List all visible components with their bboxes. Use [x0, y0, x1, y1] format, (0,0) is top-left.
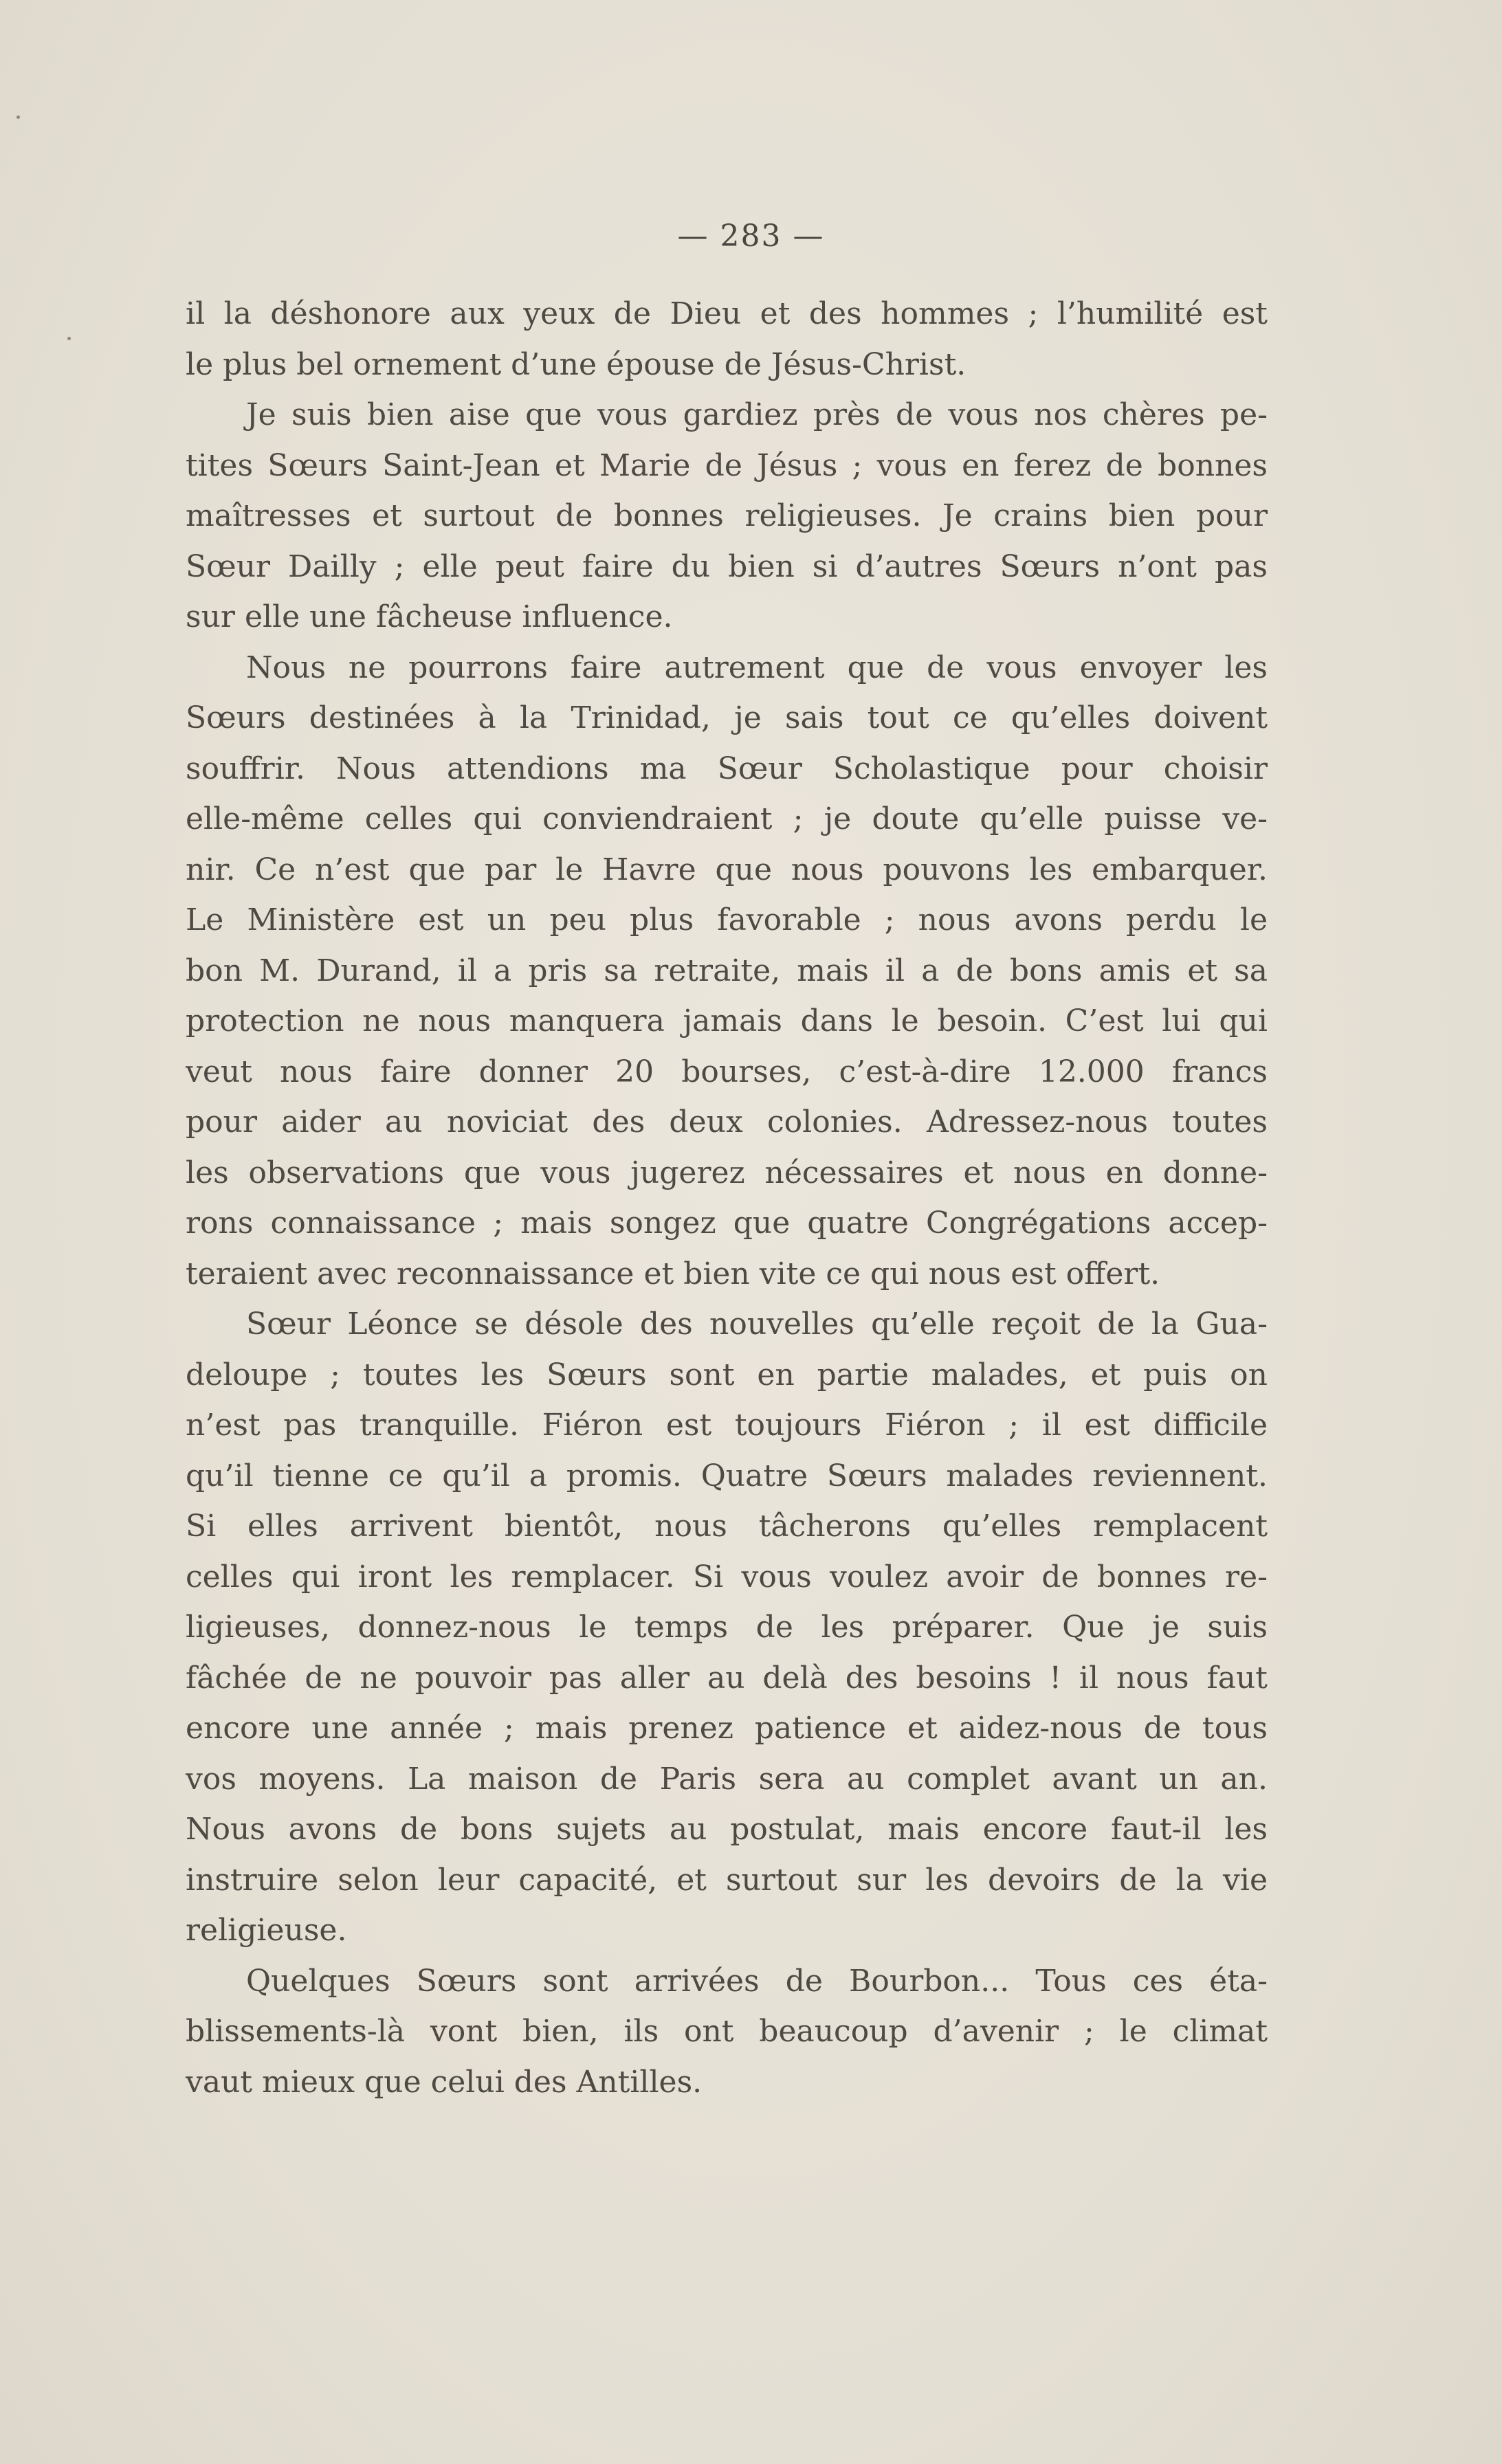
- text-line: Nous avons de bons sujets au postulat, mais encore faut-il les: [186, 1812, 1268, 1847]
- text-line: les observations que vous jugerez nécessaires et nous en donne-: [186, 1155, 1268, 1190]
- text-line: vos moyens. La maison de Paris sera au complet avant un an.: [186, 1761, 1268, 1797]
- text-line: instruire selon leur capacité, et surtout sur les devoirs de la vie: [186, 1862, 1268, 1898]
- text-line: maîtresses et surtout de bonnes religieuses. Je crains bien pour: [186, 498, 1268, 533]
- paragraph-first-line: Nous ne pourrons faire autrement que de vous envoyer les: [246, 650, 1268, 685]
- text-line: encore une année ; mais prenez patience et aidez-nous de tous: [186, 1711, 1268, 1746]
- paper-speck: [16, 115, 20, 119]
- paragraph-first-line: Je suis bien aise que vous gardiez près de vous nos chères pe-: [246, 397, 1268, 432]
- paper-speck: [67, 337, 71, 340]
- text-line: teraient avec reconnaissance et bien vite ce qui nous est offert.: [186, 1256, 1160, 1291]
- paragraph-first-line: Quelques Sœurs sont arrivées de Bourbon... Tous ces éta-: [246, 1963, 1268, 1999]
- text-line: Si elles arrivent bientôt, nous tâcherons qu’elles remplacent: [186, 1509, 1268, 1544]
- text-line: tites Sœurs Saint-Jean et Marie de Jésus ; vous en ferez de bonnes: [186, 447, 1268, 483]
- text-line: religieuse.: [186, 1913, 347, 1948]
- text-line: le plus bel ornement d’une épouse de Jésus-Christ.: [186, 346, 967, 382]
- paragraph-first-line: Sœur Léonce se désole des nouvelles qu’elle reçoit de la Gua-: [246, 1307, 1268, 1342]
- text-line: Sœur Dailly ; elle peut faire du bien si d’autres Sœurs n’ont pas: [186, 548, 1268, 584]
- text-line: n’est pas tranquille. Fiéron est toujours Fiéron ; il est difficile: [186, 1408, 1268, 1443]
- text-line: veut nous faire donner 20 bourses, c’est-à-dire 12.000 francs: [186, 1054, 1268, 1089]
- text-line: qu’il tienne ce qu’il a promis. Quatre Sœurs malades reviennent.: [186, 1458, 1268, 1494]
- text-line: rons connaissance ; mais songez que quatre Congrégations accep-: [186, 1206, 1268, 1241]
- body-text: [186, 289, 1268, 2107]
- text-line: protection ne nous manquera jamais dans le besoin. C’est lui qui: [186, 1003, 1268, 1039]
- text-line: Sœurs destinées à la Trinidad, je sais tout ce qu’elles doivent: [186, 700, 1268, 735]
- text-line: ligieuses, donnez-nous le temps de les préparer. Que je suis: [186, 1610, 1268, 1645]
- text-line: Le Ministère est un peu plus favorable ; nous avons perdu le: [186, 902, 1268, 937]
- text-line: pour aider au noviciat des deux colonies. Adressez-nous toutes: [186, 1105, 1268, 1140]
- text-line: celles qui iront les remplacer. Si vous voulez avoir de bonnes re-: [186, 1559, 1268, 1595]
- text-line: il la déshonore aux yeux de Dieu et des hommes ; l’humilité est: [186, 296, 1268, 331]
- page-number: — 283 —: [677, 219, 825, 254]
- text-line: elle-même celles qui conviendraient ; je doute qu’elle puisse ve-: [186, 801, 1268, 836]
- text-line: blissements-là vont bien, ils ont beaucoup d’avenir ; le climat: [186, 2014, 1268, 2049]
- text-line: deloupe ; toutes les Sœurs sont en partie malades, et puis on: [186, 1357, 1268, 1392]
- text-line: souffrir. Nous attendions ma Sœur Scholastique pour choisir: [186, 751, 1268, 786]
- text-line: bon M. Durand, il a pris sa retraite, mais il a de bons amis et sa: [186, 953, 1268, 988]
- text-line: nir. Ce n’est que par le Havre que nous pouvons les embarquer.: [186, 852, 1268, 887]
- text-line: sur elle une fâcheuse influence.: [186, 599, 673, 634]
- text-line: fâchée de ne pouvoir pas aller au delà des besoins ! il nous faut: [186, 1660, 1268, 1696]
- text-line: vaut mieux que celui des Antilles.: [186, 2064, 703, 2100]
